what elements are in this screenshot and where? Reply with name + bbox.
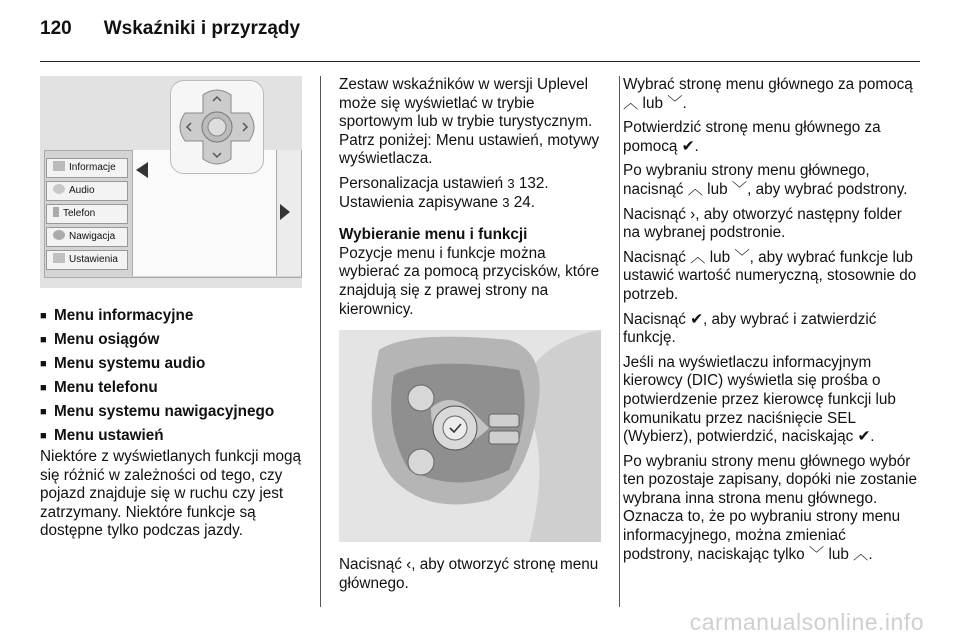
menu-item-informacje: Informacje — [46, 158, 128, 178]
column-divider — [320, 76, 321, 607]
list-item: ■ Menu ustawień — [40, 427, 164, 444]
menu-display-figure — [40, 76, 302, 288]
ref-arrow-icon: 3 — [502, 194, 510, 210]
menu-item-audio: Audio — [46, 181, 128, 201]
page-title: Wskaźniki i przyrządy — [103, 18, 301, 39]
instruction-paragraph: Nacisnąć ✔, aby wybrać i zatwierdzić funkcję. — [623, 310, 877, 347]
list-item: ■ Menu osiągów — [40, 331, 160, 348]
column-2 — [339, 76, 604, 599]
audio-icon — [53, 184, 65, 194]
steering-wheel-controls-icon — [339, 330, 601, 542]
instruction-paragraph: Jeśli na wyświetlaczu informacyjnym kierowcy (DIC) wyświetla się prośba o potwierdzenie przez kierowcę funkcji lub komunikatu przez naciśnięcie SEL (Wybierz), potwierdzić, naciskając ✔. — [623, 353, 896, 446]
list-item: ■ Menu telefonu — [40, 379, 158, 396]
page-number: 120 — [40, 18, 72, 39]
column-3 — [623, 76, 920, 570]
menu-item-nawigacja: Nawigacja — [46, 227, 128, 247]
watermark: carmanualsonline.info — [689, 609, 924, 635]
control-pad-icon — [171, 81, 263, 173]
list-item: ■ Menu informacyjne — [40, 307, 194, 324]
arrow-right-icon — [280, 204, 290, 220]
instruction-paragraph: Nacisnąć ︿ lub ﹀, aby wybrać funkcje lub ustawić wartość numeryczną, stosownie do potrzeb. — [623, 248, 917, 303]
menu-item-ustawienia: Ustawienia — [46, 250, 128, 270]
info-icon — [53, 161, 65, 171]
selection-paragraph: Pozycje menu i funkcje można wybierać za pomocą przycisków, które znajdują się z prawej strony na kierownicy. — [339, 244, 600, 318]
instruction-paragraph: Po wybraniu strony menu głównego wybór ten pozostaje zapisany, dopóki nie zostanie wybrana inna strona menu głównego. Oznacza to, że po wybraniu strony menu informacyjnego, można zmieniać podstrony, naciskając tylko ﹀ lub ︿. — [623, 452, 917, 563]
control-pad-inset — [170, 80, 264, 174]
instruction-paragraph: Potwierdzić stronę menu głównego za pomocą ✔. — [623, 119, 881, 155]
list-item: ■ Menu systemu audio — [40, 355, 206, 372]
menu-list — [40, 307, 304, 446]
menu-item-telefon: Telefon — [46, 204, 128, 224]
ref-arrow-icon: 3 — [507, 175, 515, 191]
personalization-paragraph: Personalizacja ustawień 3 132. Ustawienia zapisywane 3 24. — [339, 174, 549, 211]
header-rule — [40, 61, 920, 62]
uplevel-paragraph: Zestaw wskaźników w wersji Uplevel może się wyświetlać w trybie sportowym lub w trybie turystycznym. Patrz poniżej: Menu ustawień, motywy wyświetlacza. — [339, 76, 600, 168]
section-heading: Wybieranie menu i funkcji — [339, 226, 528, 244]
column-1 — [40, 76, 304, 547]
open-menu-paragraph: Nacisnąć ‹, aby otworzyć stronę menu głównego. — [339, 556, 599, 592]
instruction-paragraph: Po wybraniu strony menu głównego, nacisnąć ︿ lub ﹀, aby wybrać podstrony. — [623, 162, 908, 198]
page-header — [40, 18, 300, 40]
settings-icon — [53, 253, 65, 263]
arrow-left-icon — [136, 162, 148, 178]
navigation-icon — [53, 230, 65, 240]
instruction-paragraph: Wybrać stronę menu głównego za pomocą ︿ lub ﹀. — [623, 76, 913, 112]
steering-wheel-figure — [339, 330, 601, 542]
instruction-paragraph: Nacisnąć ›, aby otworzyć następny folder na wybranej podstronie. — [623, 205, 902, 242]
column-divider — [619, 76, 620, 607]
note-paragraph: Niektóre z wyświetlanych funkcji mogą się różnić w zależności od tego, czy pojazd znajduje się w ruchu czy jest zatrzymany. Niektóre funkcje są dostępne tylko podczas jazdy. — [40, 448, 301, 540]
list-item: ■ Menu systemu nawigacyjnego — [40, 403, 275, 420]
phone-icon — [53, 207, 59, 217]
